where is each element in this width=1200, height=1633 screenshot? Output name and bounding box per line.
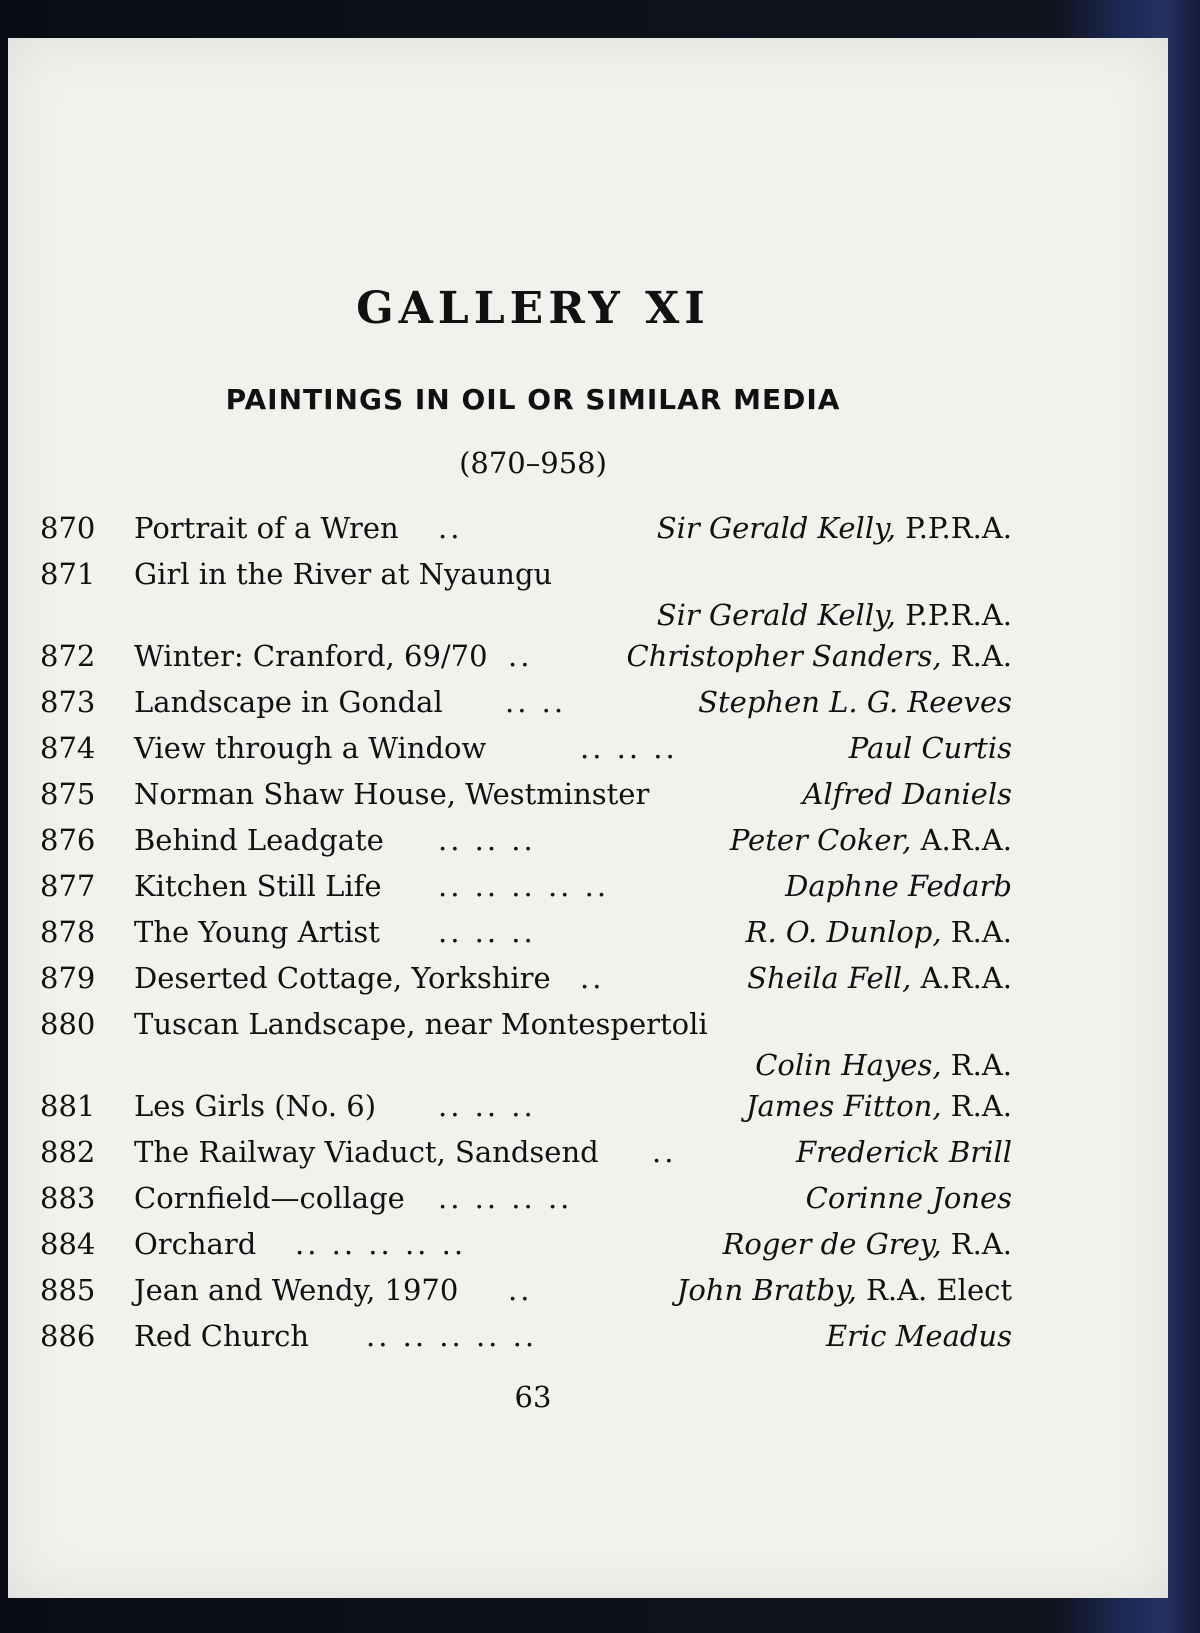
- artist-honours: A.R.A.: [920, 823, 1012, 857]
- leader-dots: ..: [438, 511, 463, 545]
- artist-name: Sir Gerald Kelly,: [656, 511, 896, 545]
- entry-title: Les Girls (No. 6): [134, 1089, 377, 1123]
- artist-name: Roger de Grey,: [722, 1227, 942, 1261]
- artist-honours: P.P.R.A.: [905, 598, 1012, 632]
- entry-number: 876: [40, 823, 96, 857]
- leader-dots: .. .. .. .. ..: [366, 1319, 538, 1353]
- entry-number: 875: [40, 777, 96, 811]
- entry-number: 884: [40, 1227, 96, 1261]
- entry-title: Landscape in Gondal: [134, 685, 443, 719]
- leader-dots: ..: [508, 1273, 533, 1307]
- entry-title: View through a Window: [134, 731, 487, 765]
- leader-dots: ..: [652, 1135, 677, 1169]
- entry-number: 878: [40, 915, 96, 949]
- catalogue-entry: [40, 678, 1012, 726]
- artist-name: Christopher Sanders,: [626, 639, 942, 673]
- catalogue-entry: [40, 1082, 1012, 1130]
- leader-dots: .. .. .. .. ..: [438, 869, 610, 903]
- catalogue-entry: [40, 1174, 1012, 1222]
- entry-artist: [826, 1312, 1012, 1360]
- leader-dots: .. .. ..: [438, 915, 536, 949]
- entry-artist: [755, 1048, 1012, 1082]
- artist-name: John Bratby,: [676, 1273, 857, 1307]
- entry-artist: [730, 816, 1012, 864]
- artist-honours: R.A.: [950, 639, 1012, 673]
- catalogue-entry: [40, 770, 1012, 818]
- entry-title: Orchard: [134, 1227, 257, 1261]
- entry-artist: [657, 598, 1012, 632]
- entry-number: 877: [40, 869, 96, 903]
- artist-name: Paul Curtis: [848, 731, 1012, 765]
- catalogue-entry: [40, 550, 1012, 632]
- entry-title: Behind Leadgate: [134, 823, 384, 857]
- entry-number: 879: [40, 961, 96, 995]
- leader-dots: .. .. .. ..: [438, 1181, 573, 1215]
- entry-artist: [746, 1082, 1012, 1130]
- artist-name: Sheila Fell,: [747, 961, 912, 995]
- catalogue-entry: [40, 1312, 1012, 1360]
- page-number: 63: [514, 1380, 552, 1414]
- artist-name: Sir Gerald Kelly,: [656, 598, 896, 632]
- artist-name: Eric Meadus: [825, 1319, 1012, 1353]
- catalogue-entry: [40, 1220, 1012, 1268]
- catalogue-entry: [40, 632, 1012, 680]
- entry-number: 881: [40, 1089, 96, 1123]
- artist-name: Colin Hayes,: [755, 1048, 942, 1082]
- artist-name: James Fitton,: [745, 1089, 942, 1123]
- catalogue-entry: [40, 908, 1012, 956]
- entry-artist: [785, 862, 1012, 910]
- book-page: [8, 38, 1168, 1598]
- entry-title: Tuscan Landscape, near Montespertoli: [134, 1007, 708, 1041]
- catalogue-entry: [40, 862, 1012, 910]
- artist-name: R. O. Dunlop,: [745, 915, 942, 949]
- artist-name: Stephen L. G. Reeves: [698, 685, 1012, 719]
- artist-name: Corinne Jones: [805, 1181, 1012, 1215]
- catalogue-entry: [40, 504, 1012, 552]
- entry-number: 873: [40, 685, 96, 719]
- entry-artist: [657, 504, 1012, 552]
- entry-title: Kitchen Still Life: [134, 869, 382, 903]
- leader-dots: ..: [508, 639, 533, 673]
- artist-honours: R.A. Elect: [866, 1273, 1012, 1307]
- entry-number: 874: [40, 731, 96, 765]
- entry-artist: [796, 1128, 1012, 1176]
- gallery-title: GALLERY XI: [356, 283, 710, 334]
- entry-title: The Young Artist: [134, 915, 380, 949]
- entry-number: 870: [40, 511, 96, 545]
- entry-number: 883: [40, 1181, 96, 1215]
- catalogue-entry: [40, 1128, 1012, 1176]
- catalogue-entry: [40, 724, 1012, 772]
- entry-title: Norman Shaw House, Westminster: [134, 777, 650, 811]
- artist-honours: R.A.: [950, 1048, 1012, 1082]
- artist-honours: P.P.R.A.: [905, 511, 1012, 545]
- entry-title: Girl in the River at Nyaungu: [134, 557, 553, 591]
- artist-name: Daphne Fedarb: [785, 869, 1012, 903]
- section-subtitle: PAINTINGS IN OIL OR SIMILAR MEDIA: [225, 383, 841, 416]
- catalogue-entry: [40, 1000, 1012, 1082]
- leader-dots: .. .. ..: [580, 731, 678, 765]
- artist-name: Peter Coker,: [729, 823, 912, 857]
- leader-dots: ..: [580, 961, 605, 995]
- artist-honours: A.R.A.: [920, 961, 1012, 995]
- artist-honours: R.A.: [950, 1227, 1012, 1261]
- entry-title: Cornfield—collage: [134, 1181, 405, 1215]
- artist-honours: R.A.: [950, 1089, 1012, 1123]
- entry-artist: [802, 770, 1012, 818]
- artist-name: Frederick Brill: [795, 1135, 1012, 1169]
- entry-title: The Railway Viaduct, Sandsend: [134, 1135, 599, 1169]
- leader-dots: .. .. ..: [438, 1089, 536, 1123]
- entry-artist: [806, 1174, 1012, 1222]
- entry-artist: [627, 632, 1012, 680]
- catalogue-entry: [40, 954, 1012, 1002]
- catalogue-entry: [40, 816, 1012, 864]
- leader-dots: .. .. .. .. ..: [295, 1227, 467, 1261]
- leader-dots: .. .. ..: [438, 823, 536, 857]
- entry-artist: [849, 724, 1012, 772]
- artist-name: Alfred Daniels: [802, 777, 1012, 811]
- entry-artist: [677, 1266, 1012, 1314]
- entry-artist: [698, 678, 1012, 726]
- entry-title: Jean and Wendy, 1970: [134, 1273, 459, 1307]
- entry-artist: [747, 954, 1012, 1002]
- entry-title: Deserted Cottage, Yorkshire: [134, 961, 551, 995]
- artist-honours: R.A.: [950, 915, 1012, 949]
- leader-dots: .. ..: [505, 685, 567, 719]
- entry-number: 871: [40, 557, 96, 591]
- entry-title: Red Church: [134, 1319, 310, 1353]
- entry-number: 885: [40, 1273, 96, 1307]
- entry-number: 882: [40, 1135, 96, 1169]
- entry-artist: [746, 908, 1012, 956]
- entry-number: 872: [40, 639, 96, 673]
- entry-title: Portrait of a Wren: [134, 511, 399, 545]
- catalogue-entry: [40, 1266, 1012, 1314]
- catalogue-range: (870–958): [459, 446, 607, 480]
- entry-number: 880: [40, 1007, 96, 1041]
- entry-title: Winter: Cranford, 69/70: [134, 639, 488, 673]
- entry-artist: [723, 1220, 1012, 1268]
- entry-number: 886: [40, 1319, 96, 1353]
